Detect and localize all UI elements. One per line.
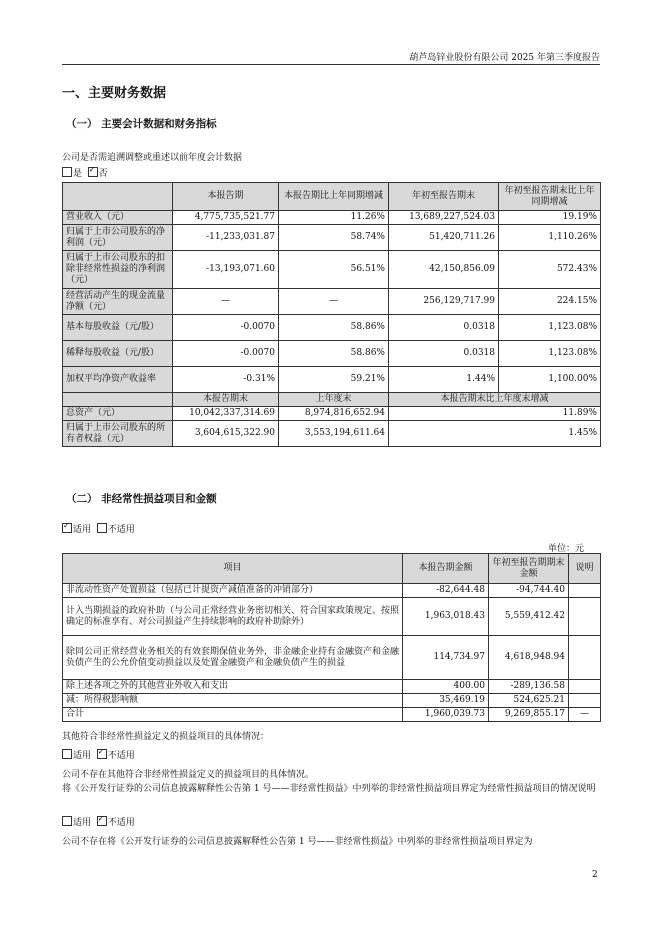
subsection-title-nonrecurring: （二） 非经常性损益项目和金额 [66,493,217,505]
item-label: 减：所得税影响额 [63,694,403,708]
cell-value: 1.45% [389,421,601,447]
header-cell: 上年度末 [279,393,389,407]
page-header: 葫芦岛锌业股份有限公司 2025 年第三季度报告 [409,53,600,63]
cell-value: 256,129,717.99 [389,289,499,315]
option-yes-label: 是 [73,169,83,179]
restatement-options [62,166,108,179]
header-cell: 本报告期末比上年度末增减 [389,393,601,407]
header-cell [63,183,173,211]
checkbox-na-2[interactable] [97,749,107,759]
header-cell: 项目 [63,554,403,584]
header-cell: 说明 [569,554,601,584]
table-total-row [63,708,601,722]
checkbox-apply-2[interactable] [62,749,72,759]
checkbox-na[interactable] [97,523,107,533]
cell-value: -82,644.48 [403,584,489,598]
option-apply-label: 适用 [73,525,92,535]
item-label: 非流动性资产处置损益（包括已计提资产减值准备的冲销部分） [63,584,403,598]
checkbox-na-3[interactable] [97,816,107,826]
cell-value: 9,269,855.17 [489,708,569,722]
cell-value: 400.00 [403,680,489,694]
cell-value: 3,604,615,322.90 [173,421,279,447]
item-label: 除同公司正常经营业务相关的有效套期保值业务外，非金融企业持有金融资产和金融负债产生的公允价值变动损益以及处置金融资产和金融负债产生的损益 [63,636,403,680]
row-label: 营业收入（元） [63,211,173,225]
header-divider [62,64,600,65]
option-na-label-2: 不适用 [107,751,135,761]
cell-value: -0.0070 [173,341,279,367]
cell-value: 13,689,227,524.03 [389,211,499,225]
cell-value: 4,618,948.94 [489,636,569,680]
table-row [63,341,601,367]
cell-value: 572.43% [499,251,601,289]
cell-value: 524,625.21 [489,694,569,708]
cell-value: 19.19% [499,211,601,225]
cell-value: 3,553,194,611.64 [279,421,389,447]
cell-value: -0.31% [173,367,279,393]
header-cell: 年初至报告期期末金额 [489,554,569,584]
cell-value: 56.51% [279,251,389,289]
header-cell: 本报告期比上年同期增减 [279,183,389,211]
cell-value: 8,974,816,652.94 [279,407,389,421]
option-na-label: 不适用 [107,525,135,535]
item-label: 除上述各项之外的其他营业外收入和支出 [63,680,403,694]
option-apply-label-2: 适用 [73,751,92,761]
table-row [63,636,601,680]
cell-value: 1.44% [389,367,499,393]
cell-value: 11.26% [279,211,389,225]
cell-value: 1,100.00% [499,367,601,393]
row-label: 归属于上市公司股东的所有者权益（元） [63,421,173,447]
table-row [63,421,601,447]
cell-value: — [173,289,279,315]
checkbox-apply[interactable] [62,523,72,533]
table-header-row [63,183,601,211]
cell-value: 4,775,735,521.77 [173,211,279,225]
table-row [63,211,601,225]
page-number: 2 [592,870,598,880]
checkbox-yes[interactable] [62,167,72,177]
header-cell: 年初至报告期末 [389,183,499,211]
cell-value: -0.0070 [173,315,279,341]
cell-value: 224.15% [499,289,601,315]
cell-value: -289,136.58 [489,680,569,694]
cell-value: 51,420,711.26 [389,225,499,251]
cell-value: 0.0318 [389,315,499,341]
table-row [63,584,601,598]
row-label: 归属于上市公司股东的净利润（元） [63,225,173,251]
cell-value: 114,734.97 [403,636,489,680]
row-label: 归属于上市公司股东的扣除非经常性损益的净利润（元） [63,251,173,289]
header-cell: 本报告期 [173,183,279,211]
table-row [63,315,601,341]
row-label: 加权平均净资产收益率 [63,367,173,393]
unit-label: 单位：元 [548,544,585,554]
cell-value: 58.86% [279,341,389,367]
cell-value: 58.86% [279,315,389,341]
listed-items-options [62,815,135,828]
checkbox-no[interactable] [88,167,98,177]
row-label: 稀释每股收益（元/股） [63,341,173,367]
option-no-label: 否 [98,169,108,179]
nonrecurring-table [62,553,601,722]
section-title: 一、主要财务数据 [62,86,167,101]
checkbox-apply-3[interactable] [62,816,72,826]
table-row [63,680,601,694]
cell-value: 42,150,856.09 [389,251,499,289]
cell-value: — [279,289,389,315]
table-header-row [63,393,601,407]
other-items-title: 其他符合非经常性损益定义的损益项目的具体情况： [62,732,270,742]
cell-note [569,694,601,708]
restatement-question: 公司是否需追溯调整或重述以前年度会计数据 [62,153,243,163]
cell-value: 58.74% [279,225,389,251]
cell-note [569,598,601,636]
header-cell [63,393,173,407]
cell-value: 0.0318 [389,341,499,367]
table-row [63,251,601,289]
table-header-row [63,554,601,584]
cell-note [569,680,601,694]
table-row [63,225,601,251]
cell-value: 1,960,039.73 [403,708,489,722]
other-items-options [62,748,135,761]
item-label: 合计 [63,708,403,722]
cell-value: -13,193,071.60 [173,251,279,289]
listed-items-title: 将《公开发行证券的公司信息披露解释性公告第 1 号——非经常性损益》中列举的非经常性损益项目界定为经常性损益项目的情况说明 [62,784,596,794]
item-label: 计入当期损益的政府补助（与公司正常经营业务密切相关、符合国家政策规定、按照确定的标准享有、对公司损益产生持续影响的政府补助除外） [63,598,403,636]
option-na-label-3: 不适用 [107,818,135,828]
row-label: 经营活动产生的现金流量净额（元） [63,289,173,315]
cell-note [569,636,601,680]
listed-items-text: 公司不存在将《公开发行证券的公司信息披露解释性公告第 1 号——非经常性损益》中列举的非经常性损益项目界定为 [62,837,533,847]
applicability-options [62,522,135,535]
table-row [63,598,601,636]
option-apply-label-3: 适用 [73,818,92,828]
cell-value: 59.21% [279,367,389,393]
subsection-title-accounting: （一） 主要会计数据和财务指标 [66,118,217,130]
cell-value: 5,559,412.42 [489,598,569,636]
table-row [63,407,601,421]
cell-value: 1,963,018.43 [403,598,489,636]
cell-value: 11.89% [389,407,601,421]
cell-value: -11,233,031.87 [173,225,279,251]
table-row [63,367,601,393]
header-cell: 本报告期金额 [403,554,489,584]
header-cell: 本报告期末 [173,393,279,407]
row-label: 总资产（元） [63,407,173,421]
cell-value: 10,042,337,314.69 [173,407,279,421]
row-label: 基本每股收益（元/股） [63,315,173,341]
table-row [63,289,601,315]
cell-value: 1,123.08% [499,341,601,367]
cell-note [569,584,601,598]
cell-note: — [569,708,601,722]
cell-value: 35,469.19 [403,694,489,708]
header-cell: 年初至报告期末比上年同期增减 [499,183,601,211]
cell-value: 1,123.08% [499,315,601,341]
cell-value: 1,110.26% [499,225,601,251]
table-row [63,694,601,708]
cell-value: -94,744.40 [489,584,569,598]
other-items-text: 公司不存在其他符合非经常性损益定义的损益项目的具体情况。 [62,770,315,780]
key-financial-table [62,182,601,447]
